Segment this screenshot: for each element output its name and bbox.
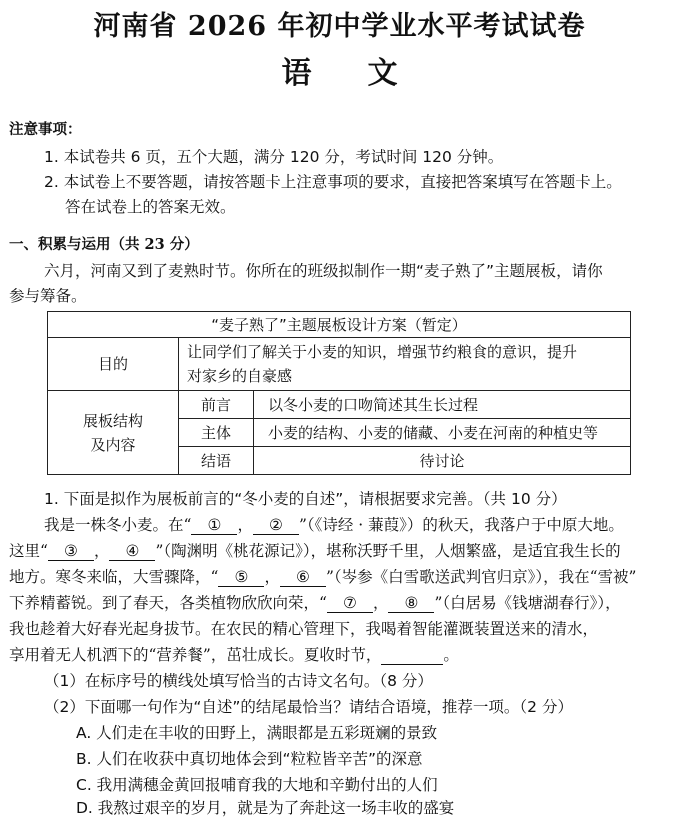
row-name-body: 主体 (179, 419, 254, 447)
blank-8: ⑧ (388, 594, 434, 613)
option-c: C. 我用满穗金黄回报哺育我的大地和辛勤付出的人们 (76, 776, 438, 794)
row-name-conclusion: 结语 (179, 447, 254, 475)
row-content-conclusion: 待讨论 (254, 447, 631, 475)
notice-item-2-cont: 答在试卷上的答案无效。 (65, 198, 236, 216)
table-caption: “麦子熟了”主题展板设计方案（暂定） (48, 312, 631, 338)
part1-intro-1: 六月，河南又到了麦熟时节。你所在的班级拟制作一期“麦子熟了”主题展板，请你 (44, 262, 603, 280)
purpose-label: 目的 (48, 338, 179, 391)
row-name-preface: 前言 (179, 391, 254, 419)
blank-5: ⑤ (218, 568, 264, 587)
blank-4: ④ (109, 542, 155, 561)
option-a: A. 人们走在丰收的田野上，满眼都是五彩斑斓的景致 (76, 724, 438, 742)
exam-title: 河南省 2026 年初中学业水平考试试卷 (93, 11, 586, 42)
blank-1: ① (191, 516, 237, 535)
row-content-preface: 以冬小麦的口吻简述其生长过程 (254, 391, 631, 419)
option-b: B. 人们在收获中真切地体会到“粒粒皆辛苦”的深意 (76, 750, 423, 768)
blank-ending (381, 646, 443, 665)
passage-line-2: 这里“ ③ ， ④ ”（陶渊明《桃花源记》），堪称沃野千里，人烟繁盛，是适宜我生长的 (9, 542, 621, 560)
blank-3: ③ (48, 542, 94, 561)
part1-intro-2: 参与筹备。 (9, 287, 87, 305)
notice-item-2: 2. 本试卷上不要答题，请按答题卡上注意事项的要求，直接把答案填写在答题卡上。 (44, 173, 622, 191)
passage-line-4: 下养精蓄锐。到了春天，各类植物欣欣向荣，“ ⑦ ， ⑧ ”（白居易《钱塘湖春行》）， (9, 594, 621, 612)
blank-2: ② (253, 516, 299, 535)
question1-sub1: （1）在标序号的横线处填写恰当的古诗文名句。（8 分） (44, 672, 433, 690)
structure-label: 展板结构 及内容 (48, 391, 179, 475)
question1-sub2: （2）下面哪一句作为“自述”的结尾最恰当？请结合语境，推荐一项。（2 分） (44, 698, 573, 716)
blank-7: ⑦ (327, 594, 373, 613)
passage-line-1: 我是一株冬小麦。在“ ① ， ② ”（《诗经 · 蒹葭》）的秋天，我落户于中原大地。 (44, 516, 624, 534)
purpose-text: 让同学们了解关于小麦的知识，增强节约粮食的意识，提升 对家乡的自豪感 (179, 338, 631, 391)
row-content-body: 小麦的结构、小麦的储藏、小麦在河南的种植史等 (254, 419, 631, 447)
design-plan-table (47, 311, 631, 475)
passage-line-5: 我也趁着大好春光起身拔节。在农民的精心管理下，我喝着智能灌溉装置送来的清水， (9, 620, 599, 638)
question1-stem: 1. 下面是拟作为展板前言的“冬小麦的自述”，请根据要求完善。（共 10 分） (44, 490, 567, 508)
passage-line-6: 享用着无人机洒下的“营养餐”，茁壮成长。夏收时节， 。 (9, 646, 459, 664)
passage-line-3: 地方。寒冬来临，大雪骤降，“ ⑤ ， ⑥ ”（岑参《白雪歌送武判官归京》），我在“雪被” (9, 568, 637, 586)
blank-6: ⑥ (280, 568, 326, 587)
notice-item-1: 1. 本试卷共 6 页，五个大题，满分 120 分，考试时间 120 分钟。 (44, 148, 504, 166)
option-d: D. 我熬过艰辛的岁月，就是为了奔赴这一场丰收的盛宴 (76, 799, 455, 817)
subject-title: 语文 (281, 56, 454, 91)
notice-heading: 注意事项： (9, 121, 82, 138)
part1-heading: 一、积累与运用（共 23 分） (9, 236, 199, 253)
